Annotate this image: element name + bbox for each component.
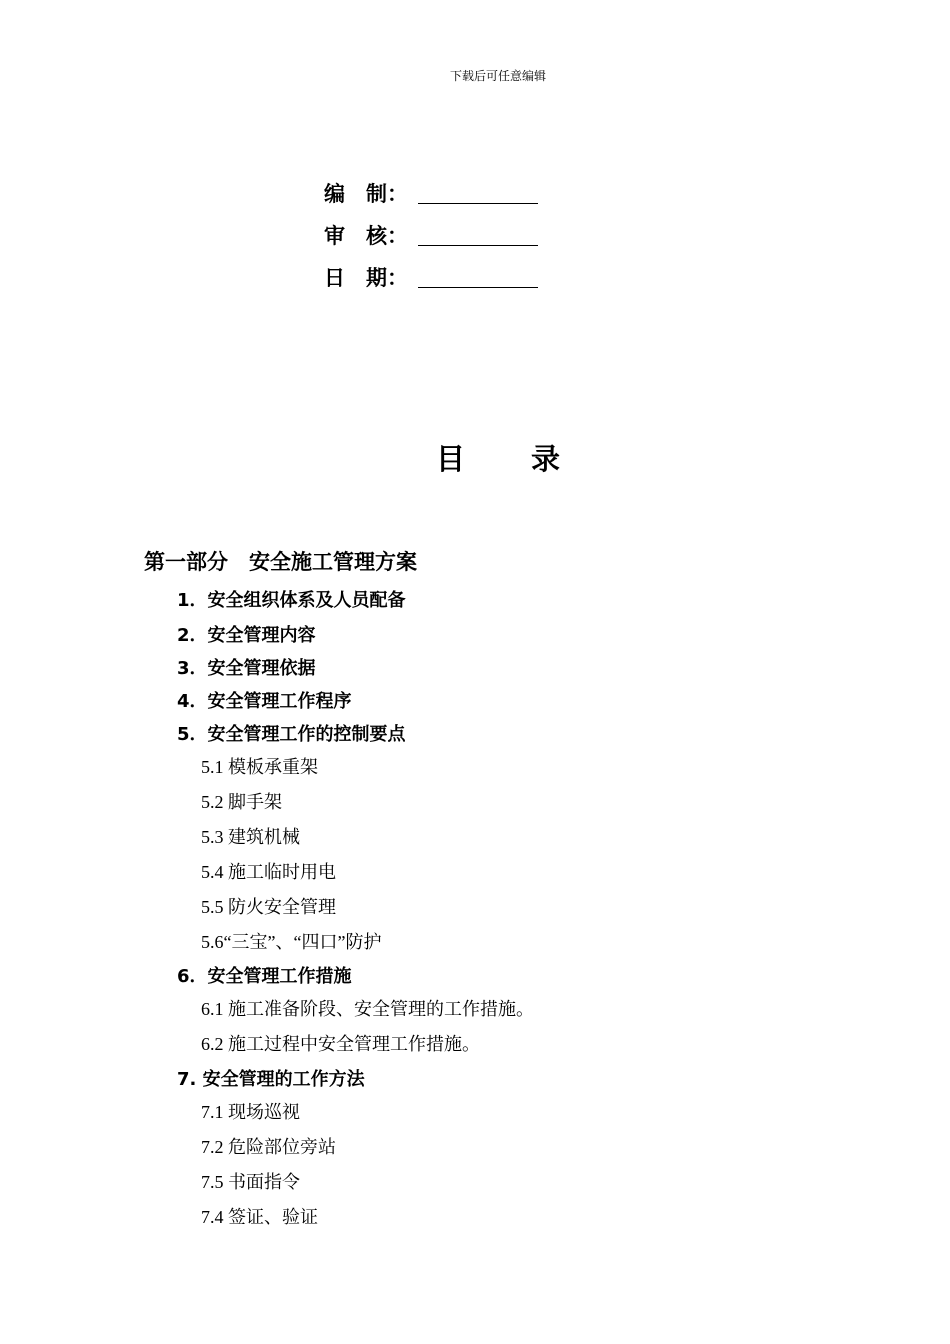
signoff-label: 日 期：	[324, 266, 408, 290]
toc-section-entry: 3．安全管理依据	[177, 658, 316, 679]
toc-subsection-entry: 5.6“三宝”、“四口”防护	[201, 932, 382, 952]
toc-subsection-entry: 7.1 现场巡视	[201, 1102, 300, 1122]
toc-subsection-entry: 5.5 防火安全管理	[201, 897, 336, 917]
signoff-blank-line	[418, 267, 538, 288]
toc-subsection-entry: 5.3 建筑机械	[201, 827, 300, 847]
signoff-date	[324, 262, 538, 292]
toc-title: 目录	[436, 442, 627, 476]
toc-subsection-entry: 7.4 签证、验证	[201, 1207, 318, 1227]
toc-subsection-entry: 7.5 书面指令	[201, 1172, 300, 1192]
toc-subsection-entry: 5.1 模板承重架	[201, 757, 318, 777]
toc-section-entry: 4．安全管理工作程序	[177, 691, 352, 712]
page-header-note: 下载后可任意编辑	[449, 69, 546, 83]
toc-subsection-entry: 5.4 施工临时用电	[201, 862, 336, 882]
signoff-compiler	[324, 178, 538, 208]
signoff-blank-line	[418, 183, 538, 204]
toc-subsection-entry: 5.2 脚手架	[201, 792, 282, 812]
signoff-label: 编 制：	[324, 182, 408, 206]
toc-section-entry: 1．安全组织体系及人员配备	[177, 590, 406, 611]
signoff-blank-line	[418, 225, 538, 246]
toc-section-entry: 6．安全管理工作措施	[177, 966, 352, 987]
signoff-label: 审 核：	[324, 224, 408, 248]
toc-part-heading: 第一部分 安全施工管理方案	[144, 550, 417, 574]
signoff-reviewer	[324, 220, 538, 250]
toc-subsection-entry: 7.2 危险部位旁站	[201, 1137, 336, 1157]
toc-section-entry: 5．安全管理工作的控制要点	[177, 724, 406, 745]
toc-subsection-entry: 6.1 施工准备阶段、安全管理的工作措施。	[201, 999, 534, 1019]
toc-subsection-entry: 6.2 施工过程中安全管理工作措施。	[201, 1034, 480, 1054]
toc-section-entry: 7. 安全管理的工作方法	[177, 1069, 365, 1090]
toc-section-entry: 2．安全管理内容	[177, 625, 316, 646]
